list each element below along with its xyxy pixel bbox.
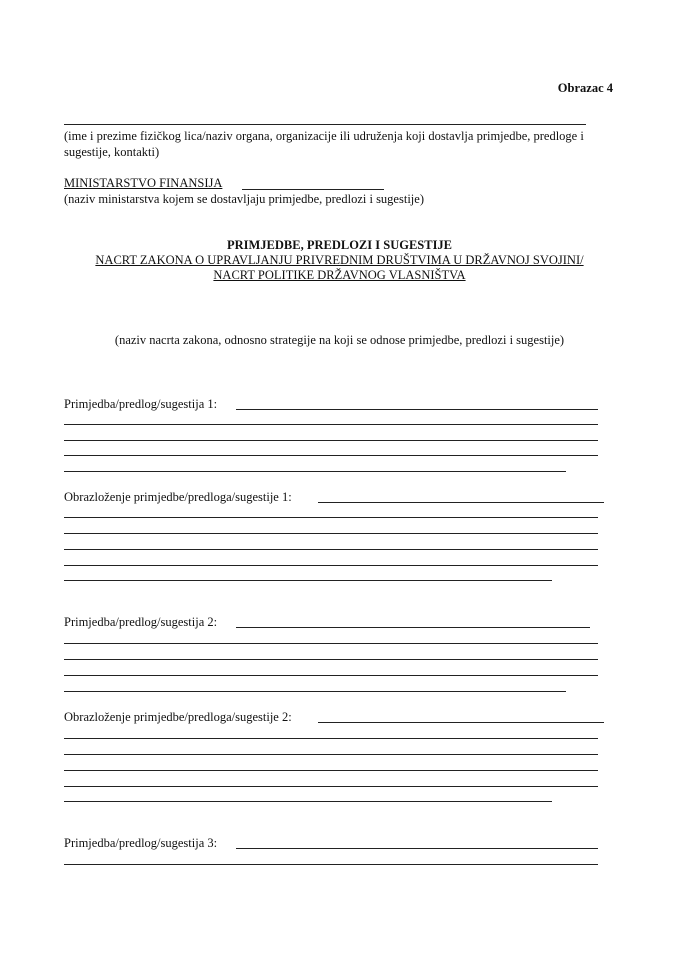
explanation-2-line[interactable] <box>64 738 598 739</box>
ministry-hint: (naziv ministarstva kojem se dostavljaju primjedbe, predlozi i sugestije) <box>64 192 424 206</box>
explanation-1-line[interactable] <box>64 580 552 581</box>
comment-2-line[interactable] <box>64 643 598 644</box>
subtitle-line-1: NACRT ZAKONA O UPRAVLJANJU PRIVREDNIM DRUŠTVIMA U DRŽAVNOJ SVOJINI/ <box>95 253 584 267</box>
explanation-1-line[interactable] <box>318 502 604 503</box>
comment-1-line[interactable] <box>64 455 598 456</box>
comment-3-label: Primjedba/predlog/sugestija 3: <box>64 836 218 850</box>
document-title: PRIMJEDBE, PREDLOZI I SUGESTIJE <box>226 238 453 252</box>
comment-1-label: Primjedba/predlog/sugestija 1: <box>64 397 218 411</box>
sender-hint: (ime i prezime fizičkog lica/naziv organa, organizacije ili udruženja koji dostavlja primjedbe, predloge i sugestije, kontakti) <box>64 129 584 159</box>
explanation-1-line[interactable] <box>64 565 598 566</box>
explanation-2-line[interactable] <box>64 786 598 787</box>
ministry-fill-line[interactable] <box>242 189 384 190</box>
title-block <box>0 238 679 283</box>
draft-hint: (naziv nacrta zakona, odnosno strategije na koji se odnose primjedbe, predlozi i sugestije) <box>114 333 565 347</box>
comment-3-line[interactable] <box>236 848 598 849</box>
subtitle-line-2: NACRT POLITIKE DRŽAVNOG VLASNIŠTVA <box>213 268 466 282</box>
explanation-1-line[interactable] <box>64 533 598 534</box>
comment-2-line[interactable] <box>236 627 590 628</box>
comment-1-line[interactable] <box>64 424 598 425</box>
comment-2-line[interactable] <box>64 659 598 660</box>
comment-1-line[interactable] <box>236 409 598 410</box>
sender-fill-line[interactable] <box>64 124 586 125</box>
ministry-name: MINISTARSTVO FINANSIJA <box>64 176 223 190</box>
comment-2-line[interactable] <box>64 691 566 692</box>
explanation-2-line[interactable] <box>64 770 598 771</box>
comment-3-line[interactable] <box>64 864 598 865</box>
explanation-2-label: Obrazloženje primjedbe/predloga/sugestije 2: <box>64 710 292 724</box>
comment-2-label: Primjedba/predlog/sugestija 2: <box>64 615 218 629</box>
explanation-2-line[interactable] <box>318 722 604 723</box>
comment-1-line[interactable] <box>64 471 566 472</box>
comment-2-line[interactable] <box>64 675 598 676</box>
explanation-1-line[interactable] <box>64 517 598 518</box>
explanation-1-line[interactable] <box>64 549 598 550</box>
explanation-2-line[interactable] <box>64 754 598 755</box>
comment-1-line[interactable] <box>64 440 598 441</box>
explanation-1-label: Obrazloženje primjedbe/predloga/sugestije 1: <box>64 490 292 504</box>
explanation-2-line[interactable] <box>64 801 552 802</box>
form-number: Obrazac 4 <box>557 81 613 95</box>
